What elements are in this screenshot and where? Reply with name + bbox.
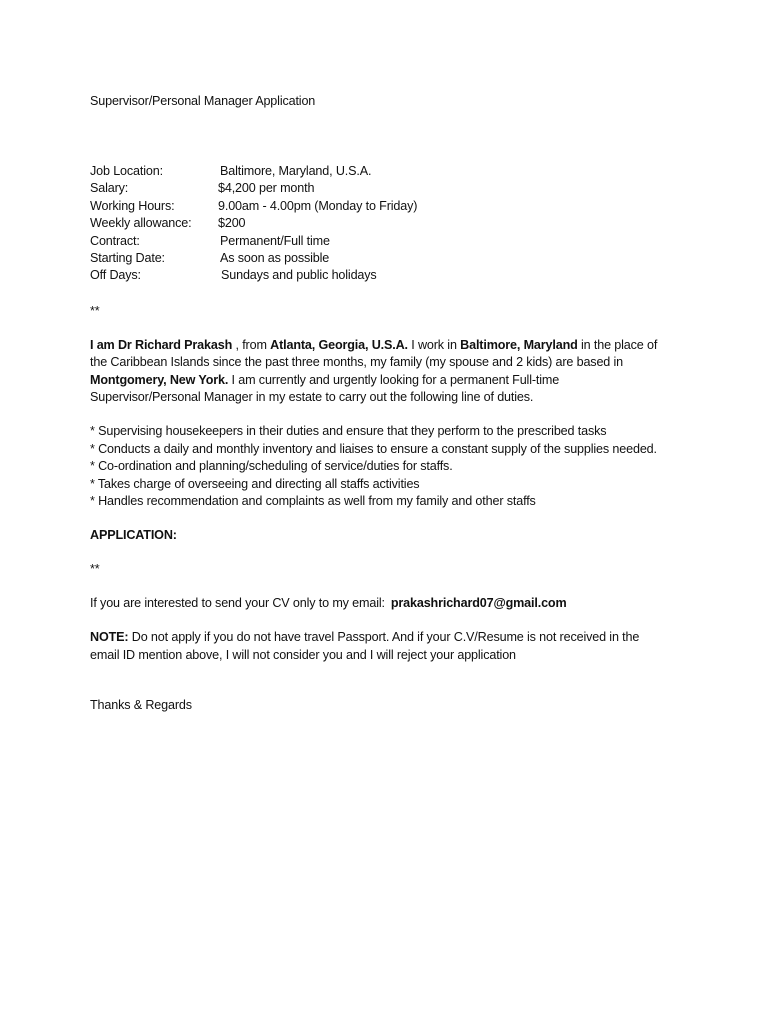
duty-item: * Co-ordination and planning/scheduling of service/duties for staffs. (90, 459, 453, 474)
intro-text: I work in (407, 337, 461, 352)
detail-row-job-location (90, 163, 730, 180)
detail-row-contract (90, 233, 730, 250)
detail-label: Starting Date: (90, 250, 165, 265)
detail-value: $4,200 per month (218, 181, 315, 196)
application-heading: APPLICATION: (90, 528, 177, 543)
detail-label: Salary: (90, 181, 129, 196)
detail-row-starting-date (90, 250, 730, 267)
detail-row-working-hours (90, 198, 730, 215)
email-address: prakashrichard07@gmail.com (390, 596, 567, 611)
intro-text: I am currently and urgently looking for a permanent Full-time Supervisor/Personal Manager in my estate to carry out the following line of duties. (90, 372, 560, 404)
note-paragraph (90, 629, 670, 664)
duty-item: * Conducts a daily and monthly inventory and liaises to ensure a constant supply of the supplies needed. (90, 441, 657, 456)
cv-instructions (90, 595, 730, 612)
detail-label: Off Days: (90, 268, 141, 283)
intro-workplace: Baltimore, Maryland (460, 337, 578, 352)
detail-value: Sundays and public holidays (221, 268, 377, 283)
duty-item: * Supervising housekeepers in their duties and ensure that they perform to the prescribed tasks (90, 424, 607, 439)
duty-item: * Handles recommendation and complaints as well from my family and other staffs (90, 493, 536, 508)
intro-paragraph (90, 337, 670, 407)
detail-row-off-days (90, 267, 730, 284)
intro-origin: Atlanta, Georgia, U.S.A. (270, 337, 408, 352)
intro-name: I am Dr Richard Prakash (90, 337, 233, 352)
intro-family-location: Montgomery, New York. (90, 372, 229, 387)
detail-row-weekly-allowance (90, 215, 730, 232)
detail-value: As soon as possible (220, 250, 330, 265)
document-page (90, 93, 730, 714)
separator-stars: ** (90, 562, 100, 577)
note-label: NOTE: (90, 630, 129, 645)
detail-label: Working Hours: (90, 198, 175, 213)
duty-item: * Takes charge of overseeing and directing all staffs activities (90, 476, 420, 491)
intro-text: in the place of the Caribbean Islands since the past three months, my family (my spouse and 2 kids) are based in (90, 337, 658, 370)
detail-row-salary (90, 180, 730, 197)
detail-label: Contract: (90, 233, 140, 248)
separator-stars: ** (90, 303, 100, 318)
detail-value: Permanent/Full time (220, 233, 330, 248)
job-details (90, 163, 730, 285)
detail-label: Weekly allowance: (90, 216, 192, 231)
duties-list (90, 423, 730, 510)
detail-label: Job Location: (90, 164, 163, 178)
document-title: Supervisor/Personal Manager Application (90, 94, 316, 108)
intro-text: , from (232, 337, 271, 352)
detail-value: $200 (218, 216, 246, 231)
note-text: Do not apply if you do not have travel Passport. And if your C.V/Resume is not received in the email ID mention above, I will not consider you and I will reject your application (90, 630, 640, 662)
cv-text: If you are interested to send your CV only to my email: (90, 596, 385, 611)
closing: Thanks & Regards (90, 698, 192, 713)
detail-value: 9.00am - 4.00pm (Monday to Friday) (218, 198, 418, 213)
detail-value: Baltimore, Maryland, U.S.A. (220, 164, 372, 178)
